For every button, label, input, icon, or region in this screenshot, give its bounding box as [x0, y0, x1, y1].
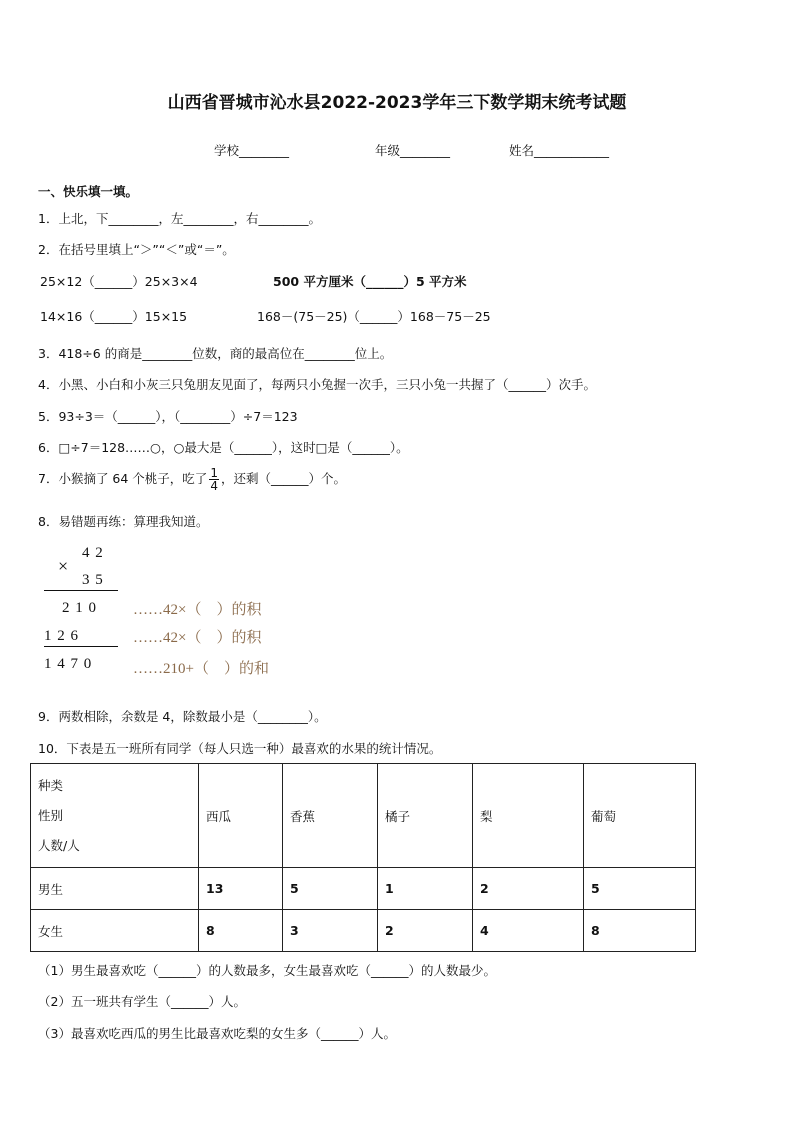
sub-question-3: （3）最喜欢吃西瓜的男生比最喜欢吃梨的女生多（______）人。: [38, 1026, 396, 1041]
question-7-text: 7．小猴摘了 64 个桃子，吃了: [38, 471, 208, 486]
fraction-numerator: 1: [210, 466, 218, 480]
calc-note-3: ……210+（ ）的和: [133, 661, 269, 677]
name-field: 姓名____________: [509, 143, 610, 158]
fruit-header: 梨: [473, 764, 584, 868]
multiply-sign: ×: [58, 556, 70, 576]
table-cell: 1: [378, 868, 473, 910]
table-header-row: [31, 764, 696, 868]
calc-row-1: 4 2: [82, 545, 104, 561]
header-count: 人数/人: [38, 837, 80, 853]
table-cell: 2: [378, 910, 473, 952]
fruit-header: 葡萄: [584, 764, 696, 868]
calc-row-4: 1 2 6: [44, 628, 79, 644]
table-cell: 8: [199, 910, 283, 952]
question-9: 9．两数相除，余数是 4，除数最小是（________）。: [38, 709, 327, 724]
row-label: 男生: [31, 868, 199, 910]
sub-question-1: （1）男生最喜欢吃（______）的人数最多，女生最喜欢吃（______）的人数最少。: [38, 963, 496, 978]
grade-field: 年级________: [375, 143, 451, 158]
calc-note-2: ……42×（ ）的积: [133, 630, 262, 646]
question-7: [38, 467, 346, 492]
fraction: [209, 467, 219, 492]
table-row: [31, 910, 696, 952]
calc-row-2: 3 5: [82, 572, 104, 588]
table-cell: 13: [199, 868, 283, 910]
question-6: 6．□÷7＝128……○，○最大是（______），这时□是（______）。: [38, 440, 409, 455]
fruit-stats-table: [30, 763, 696, 952]
table-cell: 2: [473, 868, 584, 910]
table-cell: 5: [283, 868, 378, 910]
fruit-header: 西瓜: [199, 764, 283, 868]
calc-note-1: ……42×（ ）的积: [133, 602, 262, 618]
sub-question-2: （2）五一班共有学生（______）人。: [38, 994, 246, 1009]
compare-item-a: 25×12（______）25×3×4: [40, 274, 198, 289]
question-2: 2．在括号里填上“＞”“＜”或“＝”。: [38, 242, 235, 257]
question-4: 4．小黑、小白和小灰三只兔朋友见面了，每两只小兔握一次手，三只小兔一共握了（______）次手。: [38, 377, 596, 392]
header-gender: 性别: [38, 807, 64, 823]
section-heading: 一、快乐填一填。: [38, 184, 139, 199]
calc-row-3: 2 1 0: [62, 600, 97, 616]
question-3: 3．418÷6 的商是________位数，商的最高位在________位上。: [38, 346, 393, 361]
fraction-denominator: 4: [210, 479, 218, 493]
page-title: 山西省晋城市沁水县2022-2023学年三下数学期末统考试题: [167, 93, 627, 113]
question-8: 8．易错题再练：算理我知道。: [38, 514, 209, 529]
fruit-header: 香蕉: [283, 764, 378, 868]
table-cell: 8: [584, 910, 696, 952]
calc-divider-2: [44, 646, 118, 647]
question-7-tail: ，还剩（______）个。: [220, 471, 346, 486]
calc-divider-1: [44, 590, 118, 591]
table-corner-cell: [31, 764, 199, 868]
fruit-header: 橘子: [378, 764, 473, 868]
compare-item-c: 14×16（______）15×15: [40, 309, 188, 324]
question-1: 1．上北，下________，左________，右________。: [38, 211, 321, 226]
compare-item-d: 168－(75－25)（______）168－75－25: [257, 309, 491, 324]
row-label: 女生: [31, 910, 199, 952]
table-cell: 4: [473, 910, 584, 952]
school-field: 学校________: [214, 143, 290, 158]
question-10: 10．下表是五一班所有同学（每人只选一种）最喜欢的水果的统计情况。: [38, 741, 442, 756]
table-cell: 5: [584, 868, 696, 910]
question-5: 5．93÷3＝（______），（________）÷7＝123: [38, 409, 298, 424]
calc-row-5: 1 4 7 0: [44, 656, 93, 672]
table-cell: 3: [283, 910, 378, 952]
compare-item-b: 500 平方厘米（______）5 平方米: [273, 274, 467, 289]
table-row: [31, 868, 696, 910]
header-category: 种类: [38, 777, 64, 793]
